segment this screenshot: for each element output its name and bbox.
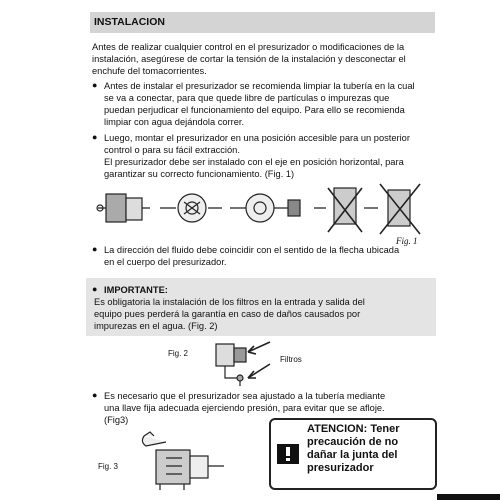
important-title: IMPORTANTE: [104, 285, 168, 295]
attention-box [269, 418, 437, 490]
bullet3-line-1: La dirección del fluido debe coincidir con el sentido de la flecha ubicada [104, 245, 400, 255]
bullet-icon: ● [92, 244, 98, 254]
bullet1-line-4: limpiar con agua dejándola correr. [104, 117, 245, 127]
filters-callout: Filtros [280, 355, 302, 364]
section-header: INSTALACION [90, 12, 435, 33]
bullet-icon: ● [92, 390, 98, 400]
important-line-2: equipo pues perderá la garantía en caso de daños causados por [94, 309, 361, 319]
bullet4-line-1: Es necesario que el presurizador sea ajustado a la tubería mediante [104, 391, 386, 401]
bullet4-line-2: una llave fija adecuada ejerciendo presión, para evitar que se afloje. [104, 403, 385, 413]
bullet2-line-3: El presurizador debe ser instalado con el eje en posición horizontal, para [104, 157, 404, 167]
figure-3-label: Fig. 3 [98, 462, 119, 471]
bullet2-line-4: garantizar su correcto funcionamiento. (Fig. 1) [104, 169, 295, 179]
bullet2-line-1: Luego, montar el presurizador en una posición accesible para un posterior [104, 133, 410, 143]
attention-line-4: presurizador [307, 462, 374, 474]
bullet3-line-2: en el cuerpo del presurizador. [104, 257, 227, 267]
bullet-icon: ● [92, 132, 98, 142]
figure-1-pump-orientation [88, 180, 428, 242]
page-corner-mark [437, 494, 500, 500]
warning-icon [277, 444, 299, 464]
attention-text [307, 423, 435, 475]
bullet2-line-2: control o para su fácil extracción. [104, 145, 240, 155]
attention-line-1: ATENCION: Tener [307, 423, 400, 435]
intro-line-2: instalación, asegúrese de cortar la tensión de la instalación y desconectar el [92, 54, 406, 64]
figure-3-wrench [138, 428, 258, 494]
intro-line-3: enchufe del tomacorrientes. [92, 66, 207, 76]
important-line-3: impurezas en el agua. (Fig. 2) [94, 321, 218, 331]
figure-2-label: Fig. 2 [168, 349, 189, 358]
intro-line-1: Antes de realizar cualquier control en el presurizador o modificaciones de la [92, 42, 405, 52]
attention-line-2: precaución de no [307, 436, 399, 448]
bullet4-line-3: (Fig3) [104, 415, 129, 425]
bullet1-line-3: puedan perjudicar el funcionamiento del equipo. Para ello se recomienda [104, 105, 405, 115]
attention-line-3: dañar la junta del [307, 449, 398, 461]
bullet-icon: ● [92, 80, 98, 90]
figure-1-label: Fig. 1 [396, 236, 418, 246]
important-line-1: Es obligatoria la instalación de los filtros en la entrada y salida del [94, 297, 365, 307]
bullet1-line-2: se va a conectar, para que quede libre de partículas o impurezas que [104, 93, 390, 103]
bullet1-line-1: Antes de instalar el presurizador se recomienda limpiar la tubería en la cual [104, 81, 415, 91]
manual-page [80, 0, 442, 500]
bullet-icon: ● [92, 284, 98, 294]
